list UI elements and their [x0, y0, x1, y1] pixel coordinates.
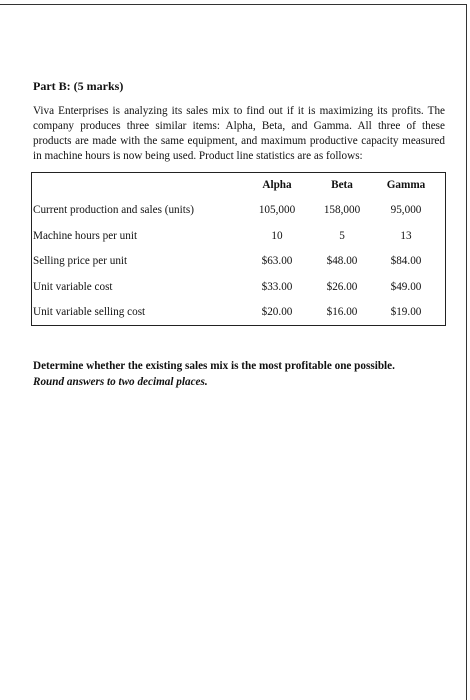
cell-alpha: $33.00 — [261, 281, 293, 293]
part-heading: Part B: (5 marks) — [33, 79, 124, 93]
cell-beta: 5 — [339, 230, 345, 242]
cell-gamma: $19.00 — [390, 306, 422, 318]
cell-gamma: $84.00 — [390, 255, 422, 267]
cell-alpha: 105,000 — [258, 204, 296, 216]
cell-gamma: 95,000 — [390, 204, 422, 216]
product-statistics-table — [31, 172, 446, 326]
column-header-beta: Beta — [331, 179, 353, 191]
table-row — [32, 302, 445, 322]
row-label: Machine hours per unit — [33, 230, 138, 242]
cell-alpha: 10 — [271, 230, 283, 242]
table-row — [32, 226, 445, 246]
row-label: Unit variable cost — [33, 281, 113, 293]
table-row — [32, 277, 445, 297]
intro-paragraph: Viva Enterprises is analyzing its sales mix to find out if it is maximizing its profits. The company produces three similar items: Alpha, Beta, and Gamma. All three of these products are made with the same equipment, and maximum productive capacity measured in machine hours is now being used. Product line statistics are as follows: — [33, 105, 445, 162]
column-header-alpha: Alpha — [262, 179, 292, 191]
column-header-gamma: Gamma — [386, 179, 426, 191]
page-top-border — [0, 4, 466, 5]
table-row — [32, 200, 445, 220]
row-label: Selling price per unit — [33, 255, 128, 267]
cell-beta: $16.00 — [326, 306, 358, 318]
cell-gamma: $49.00 — [390, 281, 422, 293]
cell-beta: 158,000 — [323, 204, 361, 216]
row-label: Unit variable selling cost — [33, 306, 146, 318]
page-right-border — [466, 4, 467, 700]
cell-beta: $48.00 — [326, 255, 358, 267]
table-header-row — [32, 175, 445, 195]
cell-alpha: $63.00 — [261, 255, 293, 267]
cell-gamma: 13 — [400, 230, 412, 242]
row-label: Current production and sales (units) — [33, 204, 194, 216]
question-text: Determine whether the existing sales mix is the most profitable one possible. — [33, 360, 395, 372]
rounding-note: Round answers to two decimal places. — [33, 376, 208, 388]
table-row — [32, 251, 445, 271]
cell-alpha: $20.00 — [261, 306, 293, 318]
cell-beta: $26.00 — [326, 281, 358, 293]
